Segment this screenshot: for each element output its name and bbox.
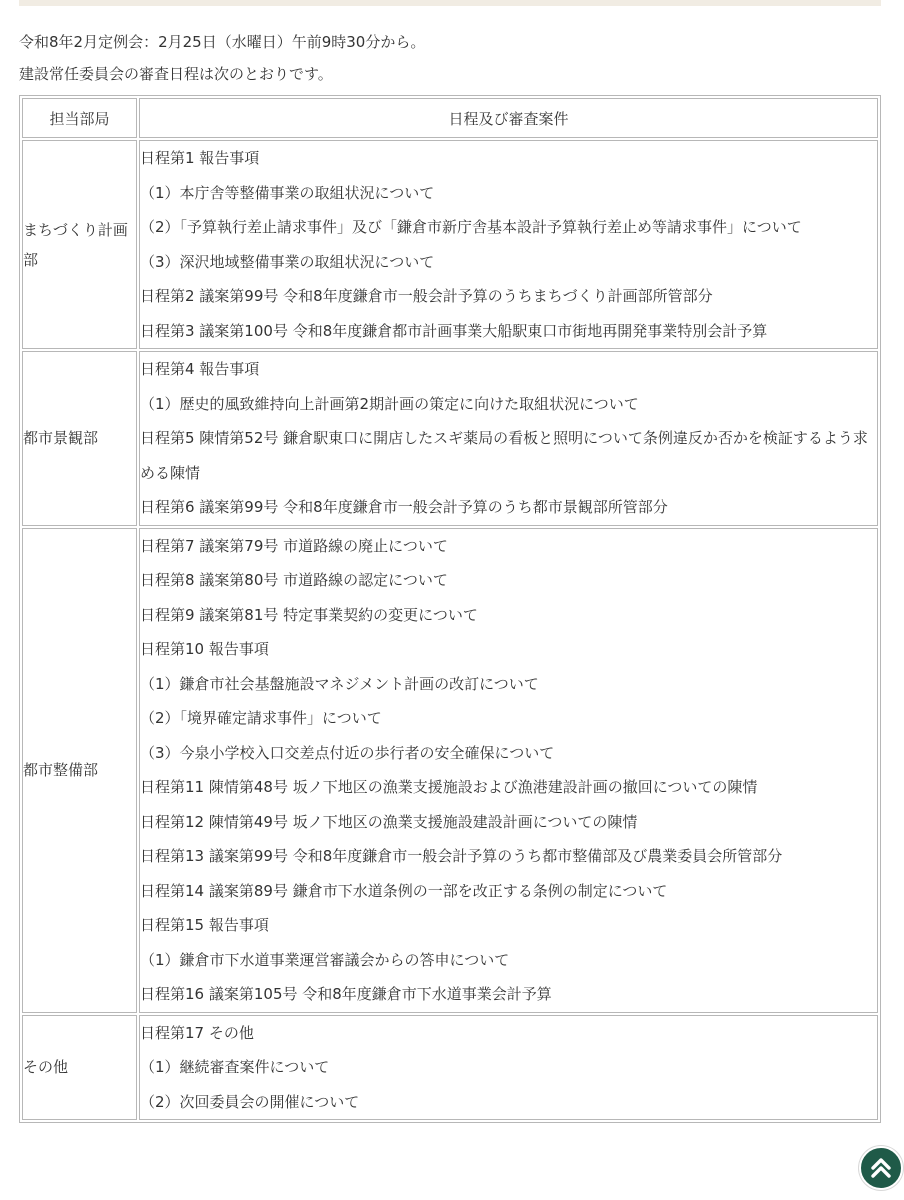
items-cell xyxy=(139,528,878,1013)
dept-cell: その他 xyxy=(22,1015,137,1121)
agenda-item: 日程第14 議案第89号 鎌倉市下水道条例の一部を改正する条例の制定について xyxy=(140,881,668,900)
schedule-table xyxy=(19,95,881,1123)
agenda-item: 日程第13 議案第99号 令和8年度鎌倉市一般会計予算のうち都市整備部及び農業委員会所管部分 xyxy=(140,847,783,865)
agenda-item: 日程第6 議案第99号 令和8年度鎌倉市一般会計予算のうち都市景観部所管部分 xyxy=(140,498,668,516)
agenda-item: 日程第10 報告事項 xyxy=(140,640,269,658)
table-row xyxy=(22,1015,878,1121)
table-row xyxy=(22,351,878,526)
agenda-item: 日程第11 陳情第48号 坂ノ下地区の漁業支援施設および漁港建設計画の撤回についての陳情 xyxy=(140,778,758,796)
agenda-item: （2）「予算執行差止請求事件」及び「鎌倉市新庁舎基本設計予算執行差止め等請求事件」について xyxy=(140,218,802,236)
agenda-item: （3）深沢地域整備事業の取組状況について xyxy=(140,252,435,271)
agenda-item: 日程第9 議案第81号 特定事業契約の変更について xyxy=(140,605,478,624)
table-header-row xyxy=(22,98,878,138)
double-chevron-up-icon xyxy=(868,1155,894,1181)
agenda-item: 日程第16 議案第105号 令和8年度鎌倉市下水道事業会計予算 xyxy=(140,985,552,1003)
agenda-item: 日程第12 陳情第49号 坂ノ下地区の漁業支援施設建設計画についての陳情 xyxy=(140,812,638,831)
table-row xyxy=(22,528,878,1013)
dept-cell: 都市景観部 xyxy=(22,351,137,526)
agenda-item: 日程第3 議案第100号 令和8年度鎌倉都市計画事業大船駅東口市街地再開発事業特別会計予算 xyxy=(140,321,768,340)
dept-cell: まちづくり計画部 xyxy=(22,140,137,349)
agenda-item: （1）本庁舎等整備事業の取組状況について xyxy=(140,183,435,202)
agenda-item: （1）歴史的風致維持向上計画第2期計画の策定に向けた取組状況について xyxy=(140,394,639,413)
items-cell xyxy=(139,1015,878,1121)
agenda-item: （2）「境界確定請求事件」について xyxy=(140,709,382,727)
agenda-item: 日程第17 その他 xyxy=(140,1023,254,1042)
agenda-item: （2）次回委員会の開催について xyxy=(140,1092,360,1111)
agenda-item: 日程第1 報告事項 xyxy=(140,149,260,167)
agenda-item: （1）鎌倉市下水道事業運営審議会からの答申について xyxy=(140,950,510,969)
dept-cell: 都市整備部 xyxy=(22,528,137,1013)
agenda-item: 日程第7 議案第79号 市道路線の廃止について xyxy=(140,536,448,555)
agenda-item: 日程第5 陳情第52号 鎌倉駅東口に開店したスギ薬局の看板と照明について条例違反か否かを検証するよう求める陳情 xyxy=(140,429,868,482)
agenda-item: 日程第4 報告事項 xyxy=(140,360,260,378)
agenda-item: 日程第8 議案第80号 市道路線の認定について xyxy=(140,571,448,589)
table-row xyxy=(22,140,878,349)
agenda-item: （3）今泉小学校入口交差点付近の歩行者の安全確保について xyxy=(140,743,555,762)
intro-text xyxy=(19,26,881,90)
top-banner-strip xyxy=(19,0,881,6)
header-items: 日程及び審査案件 xyxy=(139,98,878,138)
agenda-item: （1）鎌倉市社会基盤施設マネジメント計画の改訂について xyxy=(140,674,539,693)
items-cell xyxy=(139,351,878,526)
agenda-item: 日程第2 議案第99号 令和8年度鎌倉市一般会計予算のうちまちづくり計画部所管部分 xyxy=(140,287,713,305)
header-dept: 担当部局 xyxy=(22,98,137,138)
scroll-to-top-button[interactable] xyxy=(859,1146,903,1190)
agenda-item: 日程第15 報告事項 xyxy=(140,916,269,934)
agenda-item: （1）継続審査案件について xyxy=(140,1058,330,1076)
items-cell xyxy=(139,140,878,349)
meeting-date-text: 令和8年2月定例会：2月25日（水曜日）午前9時30分から。 xyxy=(19,33,426,51)
schedule-intro-text: 建設常任委員会の審査日程は次のとおりです。 xyxy=(19,65,333,83)
